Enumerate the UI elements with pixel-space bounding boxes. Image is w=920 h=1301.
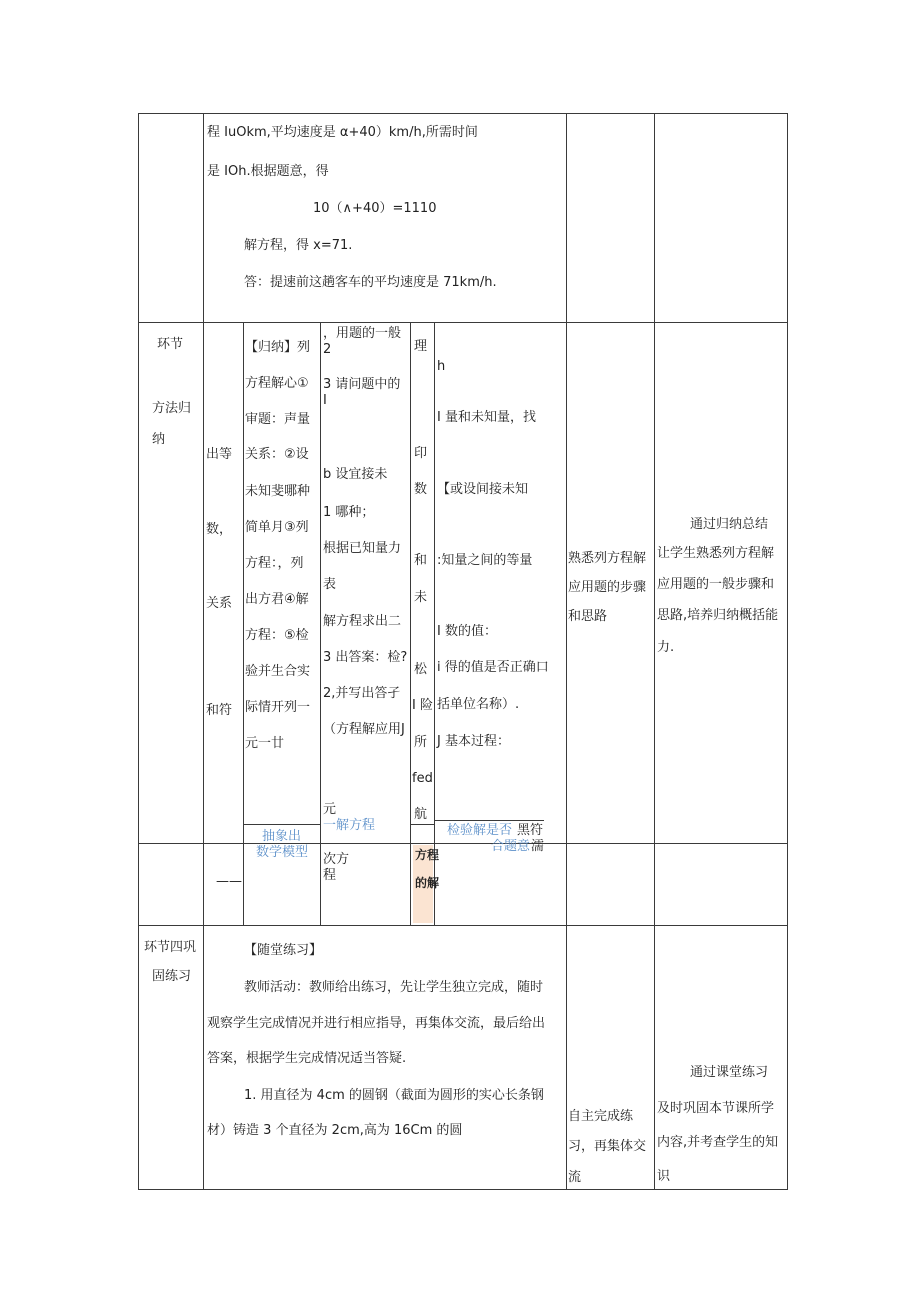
section3-intent-3: 内容,并考查学生的知	[657, 1135, 779, 1150]
section2-student-3: 和思路	[568, 609, 608, 624]
colB-text-11: 际情开列一	[245, 700, 311, 715]
section3-line-1: 教师活动：教师给出练习，先让学生独立完成，随时	[244, 980, 544, 995]
colC-text-11: 2,并写出答孑	[323, 686, 401, 701]
colC-text-6: 1 哪种；	[323, 505, 375, 520]
table-row-divider-2	[138, 843, 788, 844]
section3-intent-2: 及时巩固本节课所学	[657, 1101, 775, 1116]
colD-text-4: 和	[414, 553, 428, 568]
colA-text-4: 和符	[206, 703, 233, 718]
colB-text-2: 方程解心①	[245, 376, 309, 391]
section2-intent-4: 思路,培养归纳概括能	[657, 608, 779, 623]
colC-text-8: 表	[323, 577, 337, 592]
colE-text-2: I 量和未知量，找	[437, 410, 536, 425]
section3-student-3: 流	[568, 1170, 582, 1185]
subcol-divider-1	[243, 322, 244, 925]
colD-lower-1: 方程	[415, 848, 440, 862]
colE-text-1: h	[437, 359, 446, 374]
section2-stage-1: 环节	[157, 337, 184, 352]
colC-text-1: ，用题的一般	[323, 326, 402, 341]
table-border-bottom	[138, 1189, 788, 1190]
colB-blue-2: 数学模型	[256, 845, 309, 860]
section3-student-1: 自主完成练	[568, 1109, 634, 1124]
colC-text-3: 3 请问题中的	[323, 377, 401, 392]
colD-text-9: fed	[412, 771, 433, 786]
section2-intent-3: 应用题的一般步骤和	[657, 577, 775, 592]
colE-text-4: :知量之间的等量	[437, 553, 533, 568]
colD-text-8: 所	[414, 735, 428, 750]
section1-line-4: 解方程，得 x=71.	[244, 238, 353, 253]
subcol-bottom-b	[243, 824, 320, 825]
colA-text-1: 出等	[206, 447, 233, 462]
colC-lower-2: 程	[323, 868, 337, 883]
colE-extra-2: 濡	[531, 839, 545, 854]
section3-line-3: 答案，根据学生完成情况适当答疑.	[207, 1051, 407, 1066]
colD-text-3: 数	[414, 482, 428, 497]
colD-text-5: 未	[414, 590, 428, 605]
section3-line-4: 1. 用直径为 4cm 的圆钢（截面为圆形的实心长条钢	[244, 1088, 544, 1103]
colB-text-4: 关系：②设	[245, 447, 309, 462]
colB-text-12: 元一廿	[245, 736, 285, 751]
colD-text-7: I 险	[412, 698, 433, 713]
section2-stage-3: 纳	[152, 432, 166, 447]
table-col-divider-intent	[654, 113, 655, 1190]
section3-line-5: 材）铸造 3 个直径为 2cm,高为 16Cm 的圆	[207, 1123, 463, 1138]
section3-heading: 【随堂练习】	[244, 943, 323, 958]
colD-text-6: 松	[414, 662, 428, 677]
table-col-divider-student	[566, 113, 567, 1190]
subcol-bottom-e	[434, 820, 544, 821]
table-row-divider-1	[138, 322, 788, 323]
section2-student-2: 应用题的步骤	[568, 580, 647, 595]
colB-text-3: 审题：声量	[245, 412, 311, 427]
section3-line-2: 观察学生完成情况并进行相应指导，再集体交流，最后给出	[207, 1016, 546, 1031]
section3-stage-2: 固练习	[152, 969, 192, 984]
colB-dash: ——	[216, 874, 242, 889]
section3-intent-4: 识	[657, 1169, 671, 1184]
colA-text-3: 关系	[206, 596, 233, 611]
section3-intent-1: 通过课堂练习	[690, 1065, 769, 1080]
subcol-divider-2	[320, 322, 321, 925]
colD-text-1: 理	[414, 339, 428, 354]
section1-line-1: 程 IuOkm,平均速度是 α+40）km/h,所需时间	[207, 125, 478, 140]
colB-text-5: 未知斐哪种	[245, 484, 311, 499]
subcol-bottom-d	[410, 824, 434, 825]
section2-stage-2: 方法归	[152, 401, 192, 416]
colA-text-2: 数，	[206, 522, 233, 537]
table-row-divider-3	[138, 925, 788, 926]
section2-intent-5: 力.	[657, 640, 675, 655]
colB-text-10: 验并生合实	[245, 664, 311, 679]
colE-text-5: I 数的值：	[437, 624, 497, 639]
colB-text-6: 简单月③列	[245, 520, 309, 535]
colE-text-6: i 得的值是否正确口	[437, 660, 549, 675]
colB-blue-1: 抽象出	[262, 829, 302, 844]
colB-text-8: 出方君④解	[245, 592, 309, 607]
colC-lower-1: 次方	[323, 852, 350, 867]
section3-student-2: 习，再集体交	[568, 1139, 647, 1154]
colC-text-7: 根据已知量力	[323, 541, 402, 556]
colE-blue-2: 合题意	[491, 839, 531, 854]
section1-line-2: 是 IOh.根据题意，得	[207, 164, 329, 179]
colB-text-9: 方程：⑤检	[245, 628, 309, 643]
section3-stage-1: 环节四巩	[144, 940, 197, 955]
colE-blue-1: 检验解是否	[447, 823, 513, 838]
colE-text-8: J 基本过程：	[437, 734, 510, 749]
colC-text-2: 2	[323, 342, 332, 357]
colD-text-10: 航	[414, 807, 428, 822]
colC-text-12: （方程解应用J	[323, 722, 405, 737]
section2-intent-2: 让学生熟悉列方程解	[657, 546, 775, 561]
colC-text-5: b 设宜接未	[323, 467, 388, 482]
subcol-divider-3	[410, 322, 411, 925]
colC-text-9: 解方程求出二	[323, 614, 402, 629]
section1-answer: 答：提速前这趟客车的平均速度是 71km/h.	[244, 275, 497, 290]
section2-intent-1: 通过归纳总结	[690, 517, 769, 532]
section1-equation: 10（∧+40）=1110	[313, 201, 437, 216]
colC-text-4: I	[323, 393, 327, 408]
colC-blue: 一解方程	[323, 818, 376, 833]
table-border-top	[138, 113, 788, 114]
colD-lower-2: 的解	[415, 876, 440, 890]
colC-text-10: 3 出答案：检?	[323, 650, 408, 665]
section2-student-1: 熟悉列方程解	[568, 551, 647, 566]
colB-text-1: 【归纳】列	[245, 340, 311, 355]
subcol-divider-4	[434, 322, 435, 925]
colC-text-13: 元	[323, 802, 337, 817]
colE-text-3: 【或设间接未知	[437, 482, 529, 497]
table-border-right	[787, 113, 788, 1190]
colD-text-2: 印	[414, 446, 428, 461]
colE-text-7: 括单位名称）.	[437, 697, 520, 712]
colB-text-7: 方程：，列	[245, 556, 304, 571]
colE-extra-1: 黑符	[517, 823, 544, 838]
table-col-divider-stage	[203, 113, 204, 1190]
table-border-left	[138, 113, 139, 1190]
